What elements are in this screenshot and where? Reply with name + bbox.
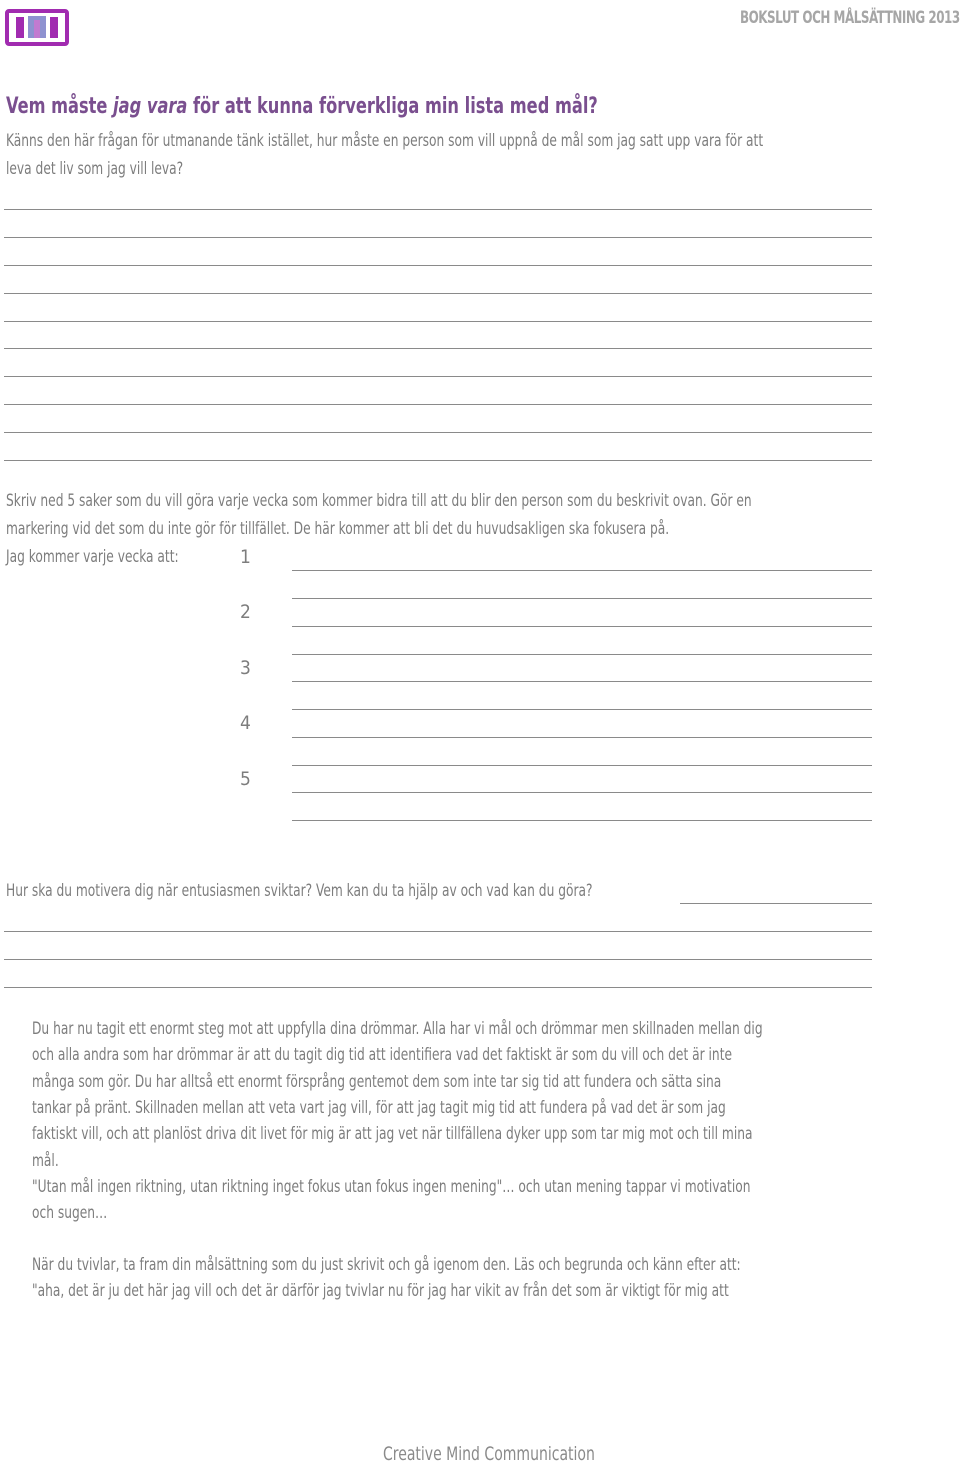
answer-line[interactable] (4, 404, 872, 405)
intro-line: leva det liv som jag vill leva? (6, 159, 184, 179)
answer-line[interactable] (4, 931, 872, 932)
header-title: BOKSLUT OCH MÅLSÄTTNING 2013 (740, 8, 960, 28)
question-title (6, 94, 598, 119)
closing-line: Du har nu tagit ett enormt steg mot att uppfylla dina drömmar. Alla har vi mål och drömmar men skillnaden mellan dig (32, 1019, 763, 1039)
closing-line: faktiskt vill, och att planlöst driva dit livet för mig är att jag vet när tillfällena dyker upp som tar mig mot och till mina (32, 1124, 753, 1144)
instruction-line: markering vid det som du inte gör för tillfället. De här kommer att bli det du huvudsakligen ska fokusera på. (6, 519, 670, 539)
question-title-italic: jag vara (113, 94, 188, 119)
answer-line[interactable] (4, 432, 872, 433)
answer-line[interactable] (4, 321, 872, 322)
closing-line: När du tvivlar, ta fram din målsättning som du just skrivit och gå igenom den. Läs och begrunda och känn efter att: (32, 1255, 741, 1275)
closing-line: många som gör. Du har alltså ett enormt försprång gentemot dem som inte tar sig tid att fundera och sätta sina (32, 1072, 722, 1092)
weekly-answer-line[interactable] (292, 570, 872, 571)
answer-line[interactable] (4, 293, 872, 294)
item-number: 2 (240, 601, 251, 623)
motivation-question: Hur ska du motivera dig när entusiasmen sviktar? Vem kan du ta hjälp av och vad kan du göra? (6, 881, 593, 901)
weekly-answer-line[interactable] (292, 737, 872, 738)
answer-line[interactable] (4, 237, 872, 238)
instruction-line: Skriv ned 5 saker som du vill göra varje vecka som kommer bidra till att du blir den person som du beskrivit ovan. Gör en (6, 491, 752, 511)
weekly-answer-line[interactable] (292, 765, 872, 766)
item-number: 4 (240, 712, 251, 734)
answer-line[interactable] (4, 376, 872, 377)
answer-line[interactable] (4, 348, 872, 349)
answer-line[interactable] (4, 209, 872, 210)
footer-text: Creative Mind Communication (383, 1443, 595, 1465)
weekly-answer-line[interactable] (292, 792, 872, 793)
question-title-before: Vem måste (6, 94, 114, 119)
weekly-answer-line[interactable] (292, 626, 872, 627)
closing-line: tankar på pränt. Skillnaden mellan att veta vart jag vill, för att jag tagit mig tid att fundera på vad det är som jag (32, 1098, 726, 1118)
item-number: 3 (240, 657, 251, 679)
answer-line[interactable] (4, 265, 872, 266)
company-logo (4, 6, 70, 48)
closing-line: och alla andra som har drömmar är att du tagit dig tid att identifiera vad det faktiskt är som du vill och det är inte (32, 1045, 733, 1065)
answer-line[interactable] (680, 903, 872, 904)
question-title-after: för att kunna förverkliga min lista med mål? (187, 94, 598, 119)
weekly-answer-line[interactable] (292, 820, 872, 821)
item-number: 1 (240, 546, 251, 568)
closing-line: "aha, det är ju det här jag vill och det är därför jag tvivlar nu för jag har vikit av från det som är viktigt för mig att (32, 1281, 729, 1301)
closing-line: mål. (32, 1151, 59, 1171)
weekly-answer-line[interactable] (292, 654, 872, 655)
weekly-label: Jag kommer varje vecka att: (6, 547, 179, 567)
intro-line: Känns den här frågan för utmanande tänk istället, hur måste en person som vill uppnå de mål som jag satt upp vara för att (6, 131, 764, 151)
closing-line: "Utan mål ingen riktning, utan riktning inget fokus utan fokus ingen mening"… och utan mening tappar vi motivation (32, 1177, 751, 1197)
closing-line: och sugen… (32, 1203, 108, 1223)
weekly-answer-line[interactable] (292, 598, 872, 599)
answer-line[interactable] (4, 460, 872, 461)
item-number: 5 (240, 768, 251, 790)
answer-line[interactable] (4, 959, 872, 960)
answer-line[interactable] (4, 987, 872, 988)
weekly-answer-line[interactable] (292, 681, 872, 682)
weekly-answer-line[interactable] (292, 709, 872, 710)
